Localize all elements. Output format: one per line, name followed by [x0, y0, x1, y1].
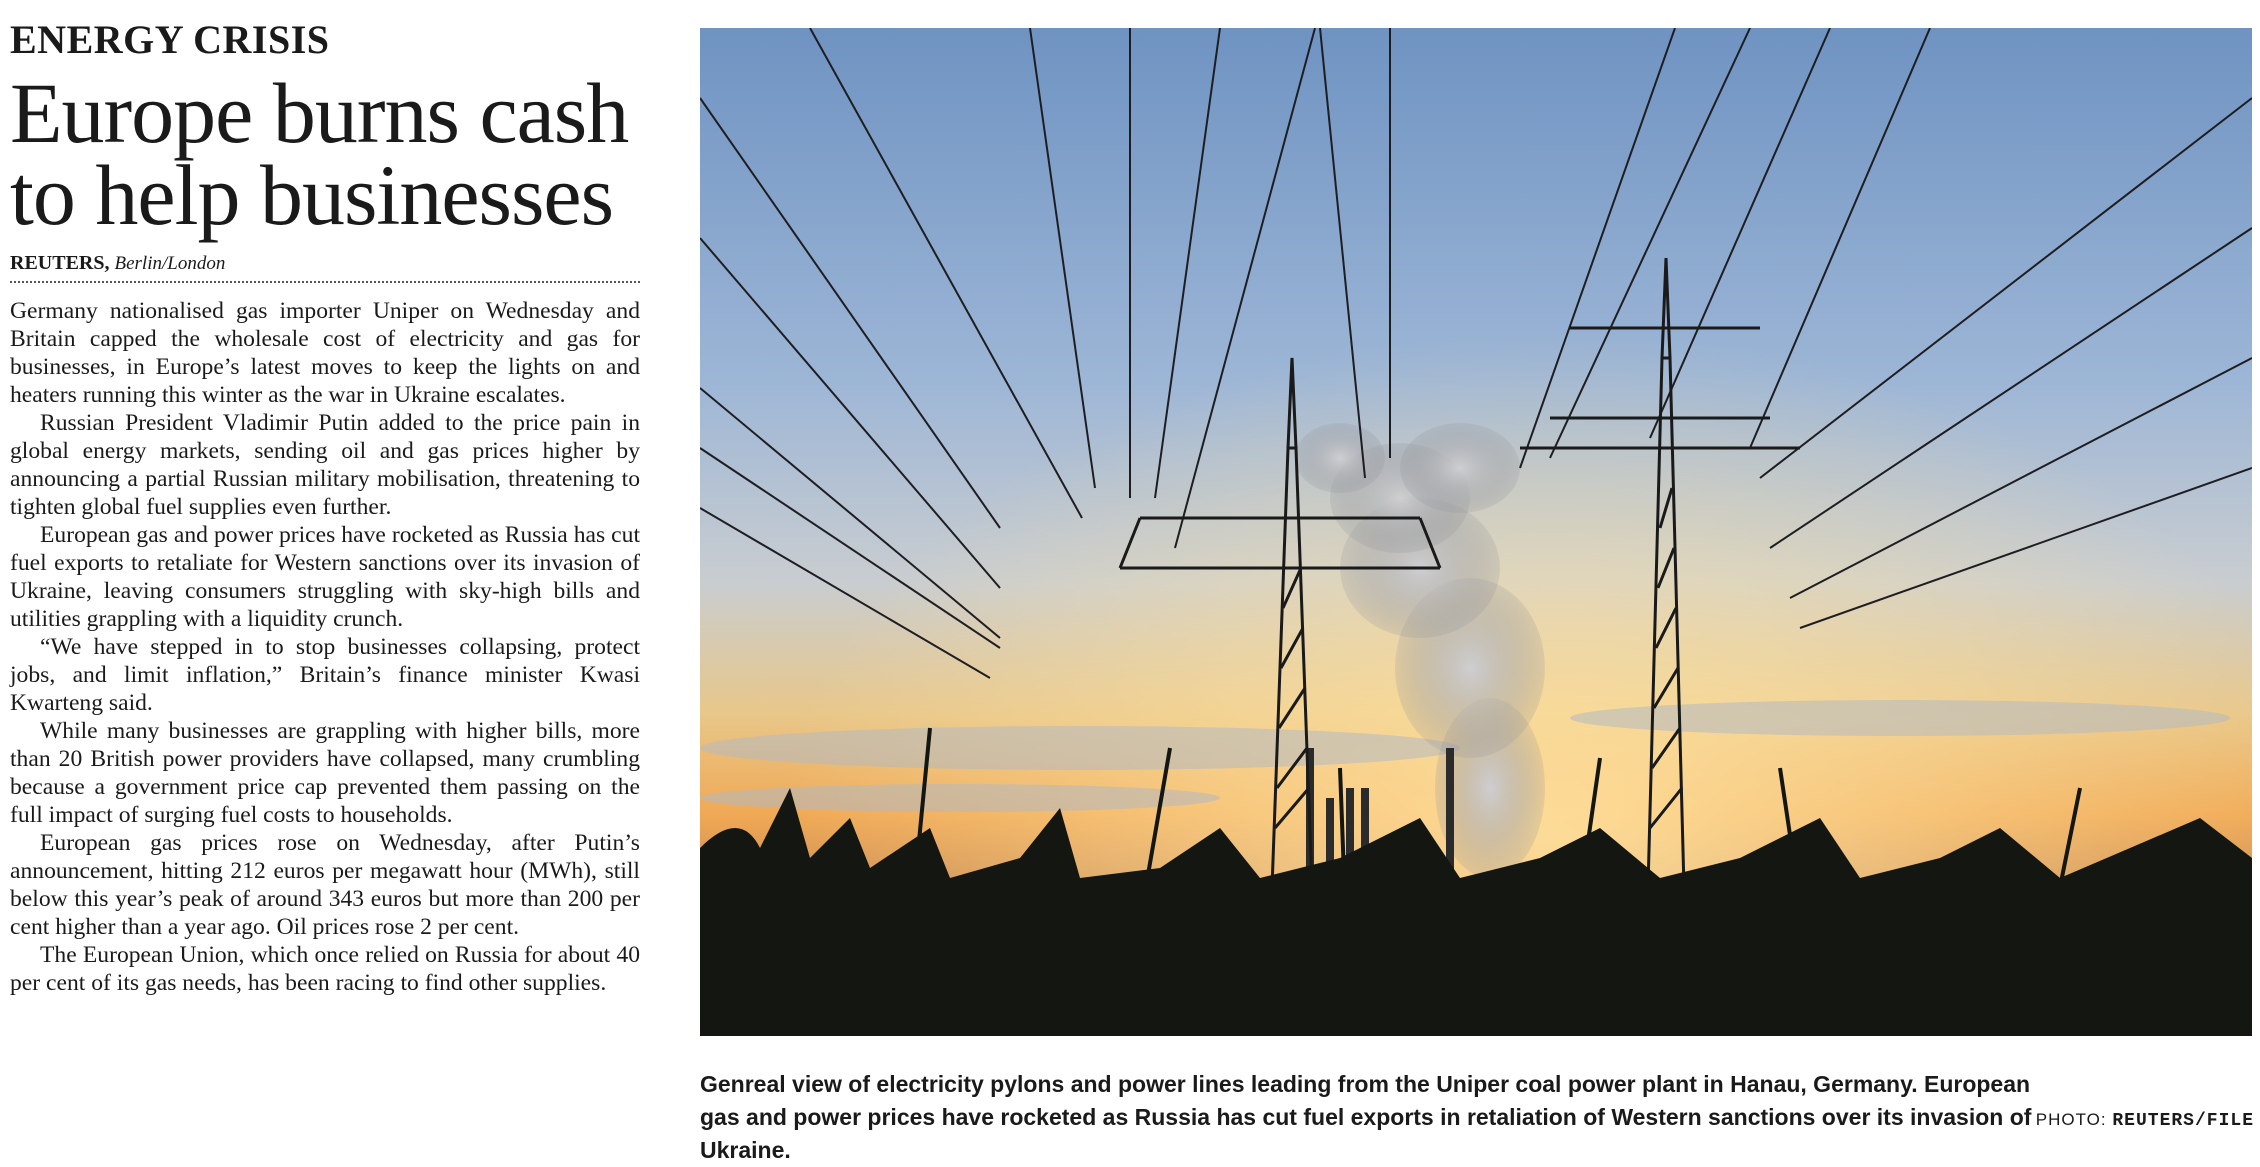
article-column — [10, 18, 640, 997]
paragraph: Germany nationalised gas importer Uniper on Wednesday and Britain capped the wholesale cost of electricity and gas for businesses, in Europe’s latest moves to keep the lights on and heaters running this winter as the war in Ukraine escalates. — [10, 298, 640, 408]
headline: Europe burns cash to help businesses — [10, 65, 629, 243]
news-photo — [700, 28, 2252, 1036]
paragraph: Russian President Vladimir Putin added to the price pain in global energy markets, sending oil and gas prices higher by announcing a partial Russian military mobilisation, threatening to tighten global fuel supplies even further. — [10, 410, 640, 520]
paragraph: While many businesses are grappling with higher bills, more than 20 British power providers have collapsed, many crumbling because a government price cap prevented them passing on the full impact of surging fuel costs to households. — [10, 718, 640, 828]
paragraph: “We have stepped in to stop businesses collapsing, protect jobs, and limit inflation,” Britain’s finance minister Kwasi Kwarteng said. — [10, 634, 640, 716]
paragraph: The European Union, which once relied on Russia for about 40 per cent of its gas needs, has been racing to find other supplies. — [10, 942, 640, 996]
byline-location: Berlin/London — [114, 253, 226, 274]
paragraph: European gas and power prices have rocketed as Russia has cut fuel exports to retaliate for Western sanctions over its invasion of Ukraine, leaving consumers struggling with sky-high bills and utilities grappling with a liquidity crunch. — [10, 522, 640, 632]
credit-source: REUTERS/FILE — [2112, 1111, 2254, 1131]
byline — [10, 252, 640, 283]
byline-source: REUTERS, — [10, 252, 110, 274]
photo-caption: Genreal view of electricity pylons and power lines leading from the Uniper coal power plant in Hanau, Germany. European gas and power prices have rocketed as Russia has cut fuel exports in retaliation of Western sanctions over its invasion of Ukraine. — [700, 1071, 2032, 1163]
paragraph: European gas prices rose on Wednesday, after Putin’s announcement, hitting 212 euros per megawatt hour (MWh), still below this year’s peak of around 343 euros but more than 200 per cent higher than a year ago. Oil prices rose 2 per cent. — [10, 830, 640, 940]
article-body — [10, 297, 640, 997]
section-kicker: ENERGY CRISIS — [10, 17, 330, 62]
photo-credit — [2036, 1110, 2254, 1131]
credit-label: PHOTO: — [2035, 1110, 2107, 1129]
